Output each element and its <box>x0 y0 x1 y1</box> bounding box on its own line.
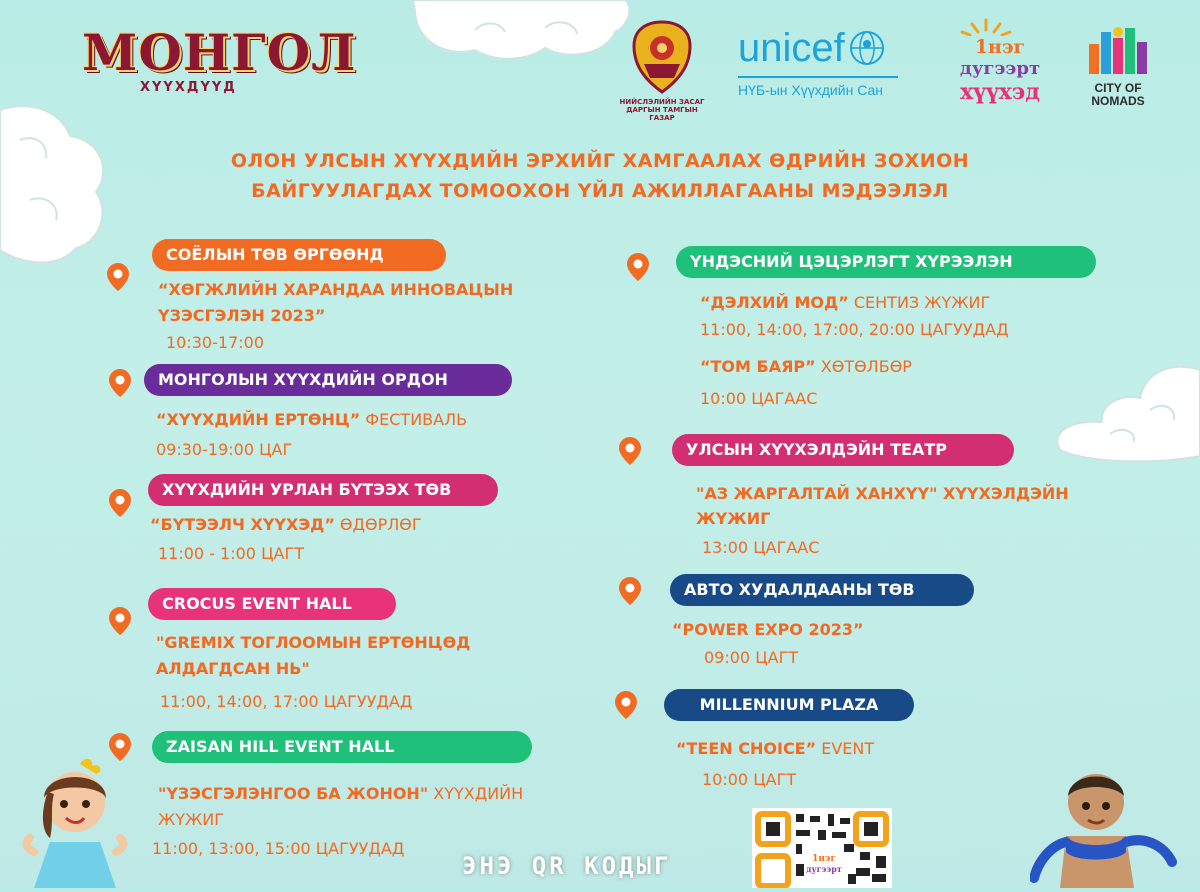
event-title-3-bold: “БҮТЭЭЛЧ ХҮҮХЭД” <box>150 515 335 534</box>
venue-label-5: ZAISAN HILL EVENT HALL <box>152 731 532 763</box>
event-time-3: 11:00 - 1:00 ЦАГТ <box>158 544 304 563</box>
venue-label-3: ХҮҮХДИЙН УРЛАН БҮТЭЭХ ТӨВ <box>148 474 498 506</box>
event-title-2-rest: ФЕСТИВАЛЬ <box>360 410 468 429</box>
qr-code[interactable] <box>752 808 892 888</box>
event-time-8: 09:00 ЦАГТ <box>704 648 799 667</box>
location-pin-icon <box>108 368 132 398</box>
event-time-6b: 10:00 ЦАГААС <box>700 389 818 408</box>
location-pin-icon <box>614 690 638 720</box>
event-time-4: 11:00, 14:00, 17:00 ЦАГУУДАД <box>160 692 413 711</box>
emblem-caption: НИЙСЛЭЛИЙН ЗАСАГ ДАРГЫН ТАМГЫН ГАЗАР <box>619 98 705 122</box>
event-title-7: "АЗ ЖАРГАЛТАЙ ХАНХҮҮ" ХҮҮХЭЛДЭЙН <box>696 484 1069 503</box>
event-title-9-rest: EVENT <box>816 739 875 758</box>
campaign-line2: дугээрт <box>959 58 1041 79</box>
event-title-6b-rest: ХӨТӨЛБӨР <box>815 357 912 376</box>
event-title-2 <box>156 407 467 433</box>
venue-label-6: ҮНДЭСНИЙ ЦЭЦЭРЛЭГТ ХҮРЭЭЛЭН <box>676 246 1096 278</box>
location-pin-icon <box>618 576 642 606</box>
city-line2: NOMADS <box>1091 94 1145 108</box>
cloud-left <box>0 100 115 270</box>
venue-label-9: MILLENNIUM PLAZA <box>664 689 914 721</box>
event-title-9-bold: “TEEN CHOICE” <box>676 739 817 758</box>
venue-label-7: УЛСЫН ХҮҮХЭЛДЭЙН ТЕАТР <box>672 434 1014 466</box>
unicef-logo <box>738 26 908 106</box>
event-title-3-rest: ӨДӨРЛӨГ <box>334 515 422 534</box>
location-pin-icon <box>618 436 642 466</box>
wrestler-character-illustration <box>1030 766 1180 888</box>
event-title-5-bold: "ҮЗЭСГЭЛЭНГОО БА ЖОНОН" <box>158 784 429 803</box>
brand-logo <box>82 23 357 98</box>
event-title-6-rest: СЕНТИЗ ЖҮЖИГ <box>848 293 991 312</box>
unicef-divider <box>738 76 898 78</box>
event-time-7: 13:00 ЦАГААС <box>702 538 820 557</box>
campaign-line1: 1нэг <box>974 36 1026 58</box>
page-headline <box>150 146 1050 206</box>
sun-rays-icon <box>956 18 1016 36</box>
qr-logo-line1: 1нэг <box>812 854 836 864</box>
qr-caption: ЭНЭ QR КОДЫГ <box>462 852 672 880</box>
event-title-5-cont: ЖҮЖИГ <box>158 810 224 829</box>
headline-line1: ОЛОН УЛСЫН ХҮҮХДИЙН ЭРХИЙГ ХАМГААЛАХ ӨДРИЙН ЗОХИОН <box>230 150 970 172</box>
campaign-line3: хүүхэд <box>960 79 1040 105</box>
emblem-icon <box>630 20 694 94</box>
cloud-top-center <box>405 0 635 62</box>
unicef-globe-icon <box>849 30 885 66</box>
event-title-5-rest: ХҮҮХДИЙН <box>428 784 524 803</box>
event-title-4: "GREMIX ТОГЛООМЫН ЕРТӨНЦӨД <box>156 633 471 652</box>
event-title-9 <box>676 736 874 762</box>
unicef-subtitle: НҮБ-ын Хүүхдийн Сан <box>738 82 883 98</box>
city-line1: CITY OF <box>1094 81 1142 95</box>
cloud-right <box>1040 360 1200 465</box>
event-title-6b-bold: “ТОМ БАЯР” <box>700 357 816 376</box>
location-pin-icon <box>106 262 130 292</box>
event-time-2: 09:30-19:00 ЦАГ <box>156 440 293 459</box>
girl-character-illustration <box>20 752 130 888</box>
event-title-8: “POWER EXPO 2023” <box>672 620 864 639</box>
event-time-9: 10:00 ЦАГТ <box>702 770 797 789</box>
event-title-3 <box>150 512 422 538</box>
brand-title: МОНГОЛ <box>82 23 357 82</box>
event-time-6: 11:00, 14:00, 17:00, 20:00 ЦАГУУДАД <box>700 320 1009 339</box>
qr-code-icon <box>752 808 892 888</box>
event-title-1: “ХӨГЖЛИЙН ХАРАНДАА ИННОВАЦЫН <box>158 280 514 299</box>
event-title-5 <box>158 781 523 807</box>
headline-line2: БАЙГУУЛАГДАХ ТОМООХОН ҮЙЛ АЖИЛЛАГААНЫ МЭДЭЭЛЭЛ <box>251 180 949 202</box>
location-pin-icon <box>108 606 132 636</box>
city-of-nomads-logo <box>1080 24 1156 108</box>
event-time-5: 11:00, 13:00, 15:00 ЦАГУУДАД <box>152 839 405 858</box>
city-emblem-logo <box>616 20 708 120</box>
brand-subtitle: ХҮҮХДҮҮД <box>140 80 237 95</box>
event-title-1-cont: ҮЗЭСГЭЛЭН 2023” <box>158 306 326 325</box>
event-title-6-bold: “ДЭЛХИЙ МОД” <box>700 293 849 312</box>
event-title-4-cont: АЛДАГДСАН НЬ" <box>156 659 310 678</box>
venue-label-2: МОНГОЛЫН ХҮҮХДИЙН ОРДОН <box>144 364 512 396</box>
city-skyline-icon <box>1085 24 1151 78</box>
location-pin-icon <box>108 488 132 518</box>
event-time-1: 10:30-17:00 <box>166 333 264 352</box>
venue-label-1: СОЁЛЫН ТӨВ ӨРГӨӨНД <box>152 239 446 271</box>
event-title-6 <box>700 290 990 316</box>
event-title-7-cont: ЖҮЖИГ <box>696 509 771 528</box>
location-pin-icon <box>626 252 650 282</box>
event-title-2-bold: “ХҮҮХДИЙН ЕРТӨНЦ” <box>156 410 361 429</box>
venue-label-8: АВТО ХУДАЛДААНЫ ТӨВ <box>670 574 974 606</box>
qr-logo-line2: дугээрт <box>806 864 842 874</box>
unicef-name: unicef <box>738 26 845 70</box>
campaign-logo <box>948 18 1052 114</box>
venue-label-4: CROCUS EVENT HALL <box>148 588 396 620</box>
event-title-6b <box>700 354 912 380</box>
